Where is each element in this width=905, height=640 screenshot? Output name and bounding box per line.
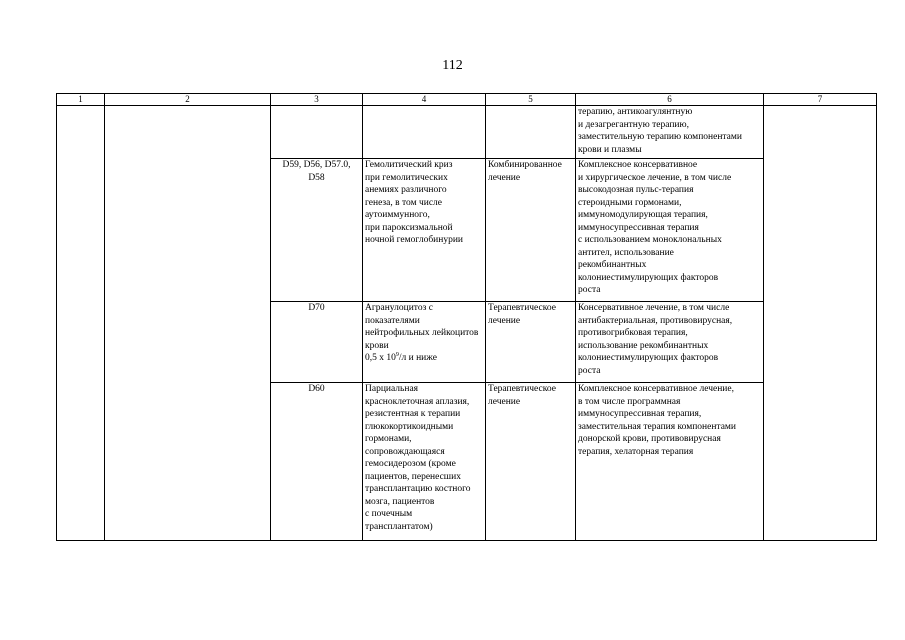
icd-code-cell <box>271 106 363 159</box>
icd-code-cell: D60 <box>271 383 363 541</box>
treatment-method-cell: терапию, антикоагулянтную и дезагрегантную терапию, заместительную терапию компонентами крови и плазмы <box>576 106 764 159</box>
icd-code-cell: D70 <box>271 302 363 383</box>
diagnosis-cell <box>363 106 486 159</box>
treatment-method-cell: Комплексное консервативное и хирургическое лечение, в том числе высокодозная пульс-терапия стероидными гормонами, иммуномодулирующая терапия, иммуносупрессивная терапия с использованием моноклональных антител, использование рекомбинантных колониестимулирующих факторов роста <box>576 159 764 302</box>
diagnosis-text: Агранулоцитоз с показателями нейтрофильных лейкоцитов крови <box>365 303 479 351</box>
page-number: 112 <box>442 58 463 73</box>
column-header: 1 <box>57 94 105 106</box>
diagnosis-cell: Гемолитический криз при гемолитических анемиях различного генеза, в том числе аутоиммунного, при пароксизмальной ночной гемоглобинурии <box>363 159 486 302</box>
treatment-type-cell: Комбинированное лечение <box>486 159 576 302</box>
table-row <box>57 106 877 159</box>
neutrophil-threshold <box>365 352 483 365</box>
group-name-cell <box>105 106 271 541</box>
icd-code-cell: D59, D56, D57.0, D58 <box>271 159 363 302</box>
norm-cost-cell <box>764 106 877 541</box>
threshold-exponent: 9 <box>395 351 399 358</box>
group-number-cell <box>57 106 105 541</box>
column-header: 6 <box>576 94 764 106</box>
column-header: 4 <box>363 94 486 106</box>
column-number-row <box>57 94 877 106</box>
medical-care-table <box>56 93 877 541</box>
diagnosis-cell: Парциальная красноклеточная аплазия, резистентная к терапии глюкокортикоидными гормонами, сопровождающаяся гемосидерозом (кроме пациентов, перенесших трансплантацию костного мозга, пациентов с почечным трансплантатом) <box>363 383 486 541</box>
treatment-method-cell: Консервативное лечение, в том числе антибактериальная, противовирусная, противогрибковая терапия, использование рекомбинантных колониестимулирующих факторов роста <box>576 302 764 383</box>
threshold-value: 0,5 х 10 <box>365 353 396 363</box>
column-header: 3 <box>271 94 363 106</box>
treatment-type-cell: Терапевтическое лечение <box>486 383 576 541</box>
treatment-type-cell <box>486 106 576 159</box>
treatment-method-cell: Комплексное консервативное лечение, в том числе программная иммуносупрессивная терапия, заместительная терапия компонентами донорской крови, противовирусная терапия, хелаторная терапия <box>576 383 764 541</box>
threshold-unit: /л и ниже <box>398 353 437 363</box>
column-header: 7 <box>764 94 877 106</box>
diagnosis-cell <box>363 302 486 383</box>
column-header: 5 <box>486 94 576 106</box>
column-header: 2 <box>105 94 271 106</box>
treatment-type-cell: Терапевтическое лечение <box>486 302 576 383</box>
